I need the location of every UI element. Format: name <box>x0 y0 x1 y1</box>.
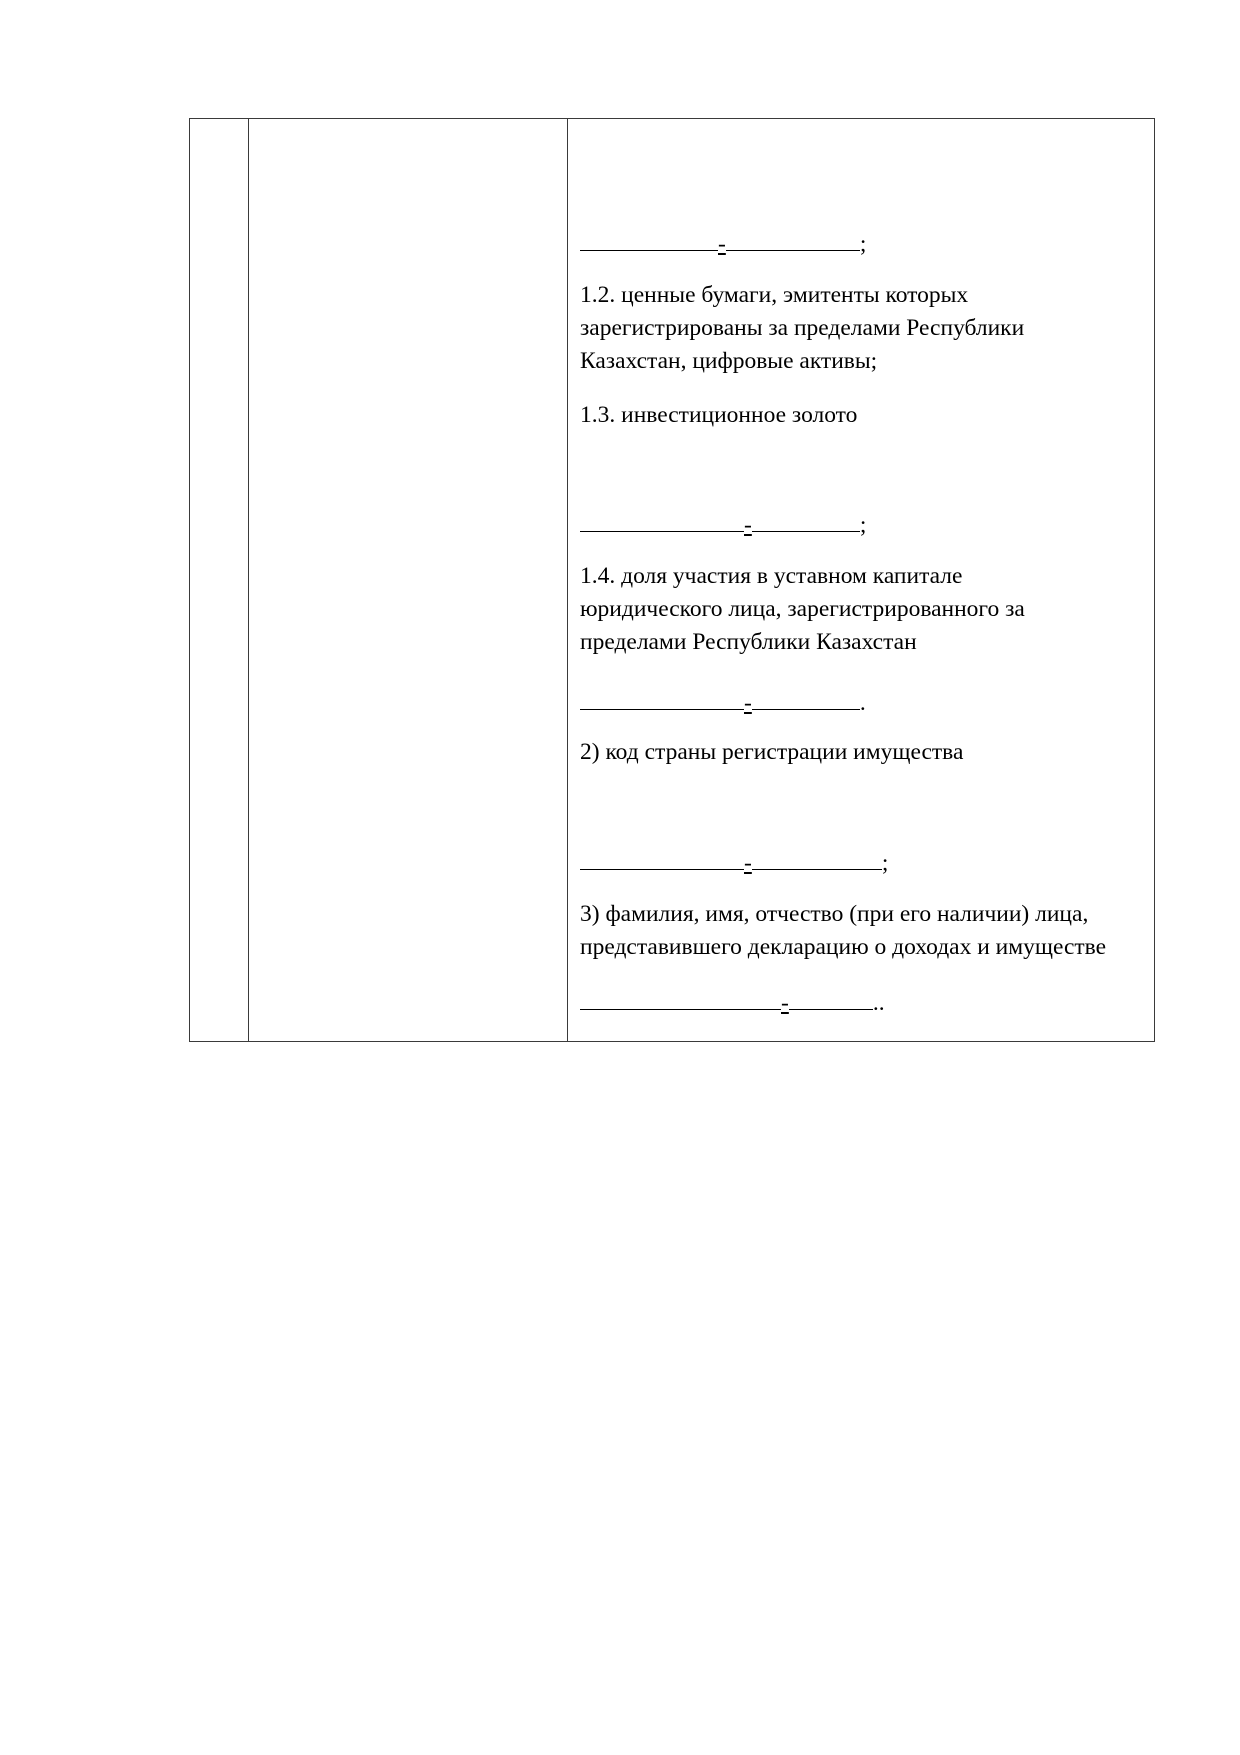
blank-field <box>752 845 882 870</box>
blank-line-4 <box>580 845 1146 880</box>
number-cell <box>190 119 249 1042</box>
item-1-4-line: 1.4. доля участия в уставном капитале <box>580 563 963 589</box>
item-2: 2) код страны регистрации имущества <box>580 739 964 765</box>
item-1-3: 1.3. инвестиционное золото <box>580 402 858 428</box>
blank-field <box>580 845 744 870</box>
item-3-line: представившего декларацию о доходах и имуществе <box>580 934 1107 960</box>
blank-field <box>580 685 744 710</box>
line-tail: ; <box>859 512 867 538</box>
blank-line-3 <box>580 685 1146 720</box>
dash-mark: - <box>744 850 752 876</box>
item-3-line: 3) фамилия, имя, отчество (при его наличии) лица, <box>580 901 1089 927</box>
blank-line-5 <box>580 985 1146 1020</box>
table-row <box>190 119 1155 1042</box>
blank-field <box>580 226 718 251</box>
content-block <box>568 119 1154 1041</box>
blank-line-1 <box>580 226 1146 261</box>
item-1-2-line: зарегистрированы за пределами Республики <box>580 315 1025 341</box>
blank-field <box>726 226 860 251</box>
blank-field <box>789 985 873 1010</box>
line-tail: ; <box>881 850 889 876</box>
line-tail: . <box>859 690 866 716</box>
blank-field <box>580 507 744 532</box>
blank-field <box>752 685 860 710</box>
item-1-2-line: Казахстан, цифровые активы; <box>580 348 878 374</box>
blank-line-2 <box>580 507 1146 542</box>
dash-mark: - <box>718 231 726 257</box>
dash-mark: - <box>744 690 752 716</box>
line-tail: ; <box>859 231 867 257</box>
dash-mark: - <box>781 990 789 1016</box>
item-1-4-line: пределами Республики Казахстан <box>580 629 917 655</box>
item-1-2-line: 1.2. ценные бумаги, эмитенты которых <box>580 282 969 308</box>
form-table <box>189 118 1155 1042</box>
blank-field <box>580 985 781 1010</box>
content-cell <box>568 119 1155 1042</box>
dash-mark: - <box>744 512 752 538</box>
item-1-4-line: юридического лица, зарегистрированного за <box>580 596 1025 622</box>
blank-field <box>752 507 860 532</box>
line-tail: .. <box>872 990 885 1016</box>
name-cell <box>249 119 568 1042</box>
